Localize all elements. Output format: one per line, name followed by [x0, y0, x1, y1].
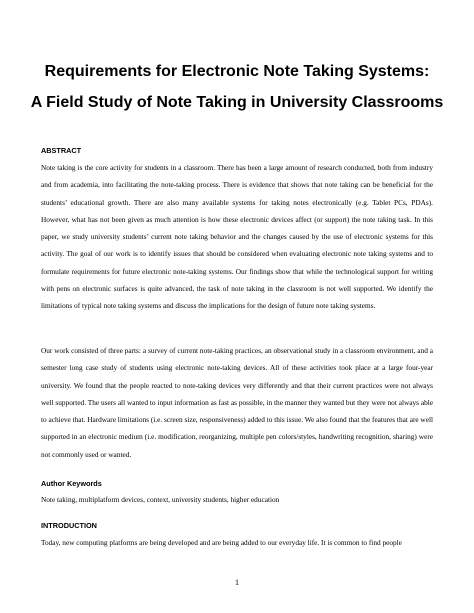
abstract-paragraph-1: Note taking is the core activity for students in a classroom. There has been a large amount of research conducted, both from industry and from academia, into facilitating the note-taking process. There is evidence that shows that note taking can be beneficial for the students’ educational growth. There are also many available systems for taking notes electronically (e.g. Tablet PCs, PDAs). However, what has not been given as much attention is how these electronic devices affect (or support) the note taking task. In this paper, we study university students’ current note taking behavior and the changes caused by the use of electronic systems for this activity. The goal of our work is to identify issues that should be considered when evaluating electronic note taking systems and to formulate requirements for future electronic note-taking systems. Our findings show that while the technological support for writing with pens on electronic surfaces is quite advanced, the task of note taking in the classroom is not well supported. We identify the limitations of typical note taking systems and discuss the implications for the design of future note taking systems. [41, 163, 433, 311]
paper-title-line-2: A Field Study of Note Taking in University Classrooms [30, 94, 444, 111]
abstract-paragraph-2: Our work consisted of three parts: a survey of current note-taking practices, an observational study in a classroom environment, and a semester long case study of students using electronic note-taking devices. All of these activities took place at a large four-year university. We found that the people reacted to note-taking devices very differently and that their current practices were not always well supported. The users all wanted to input information as fast as possible, in the manner they wanted but they were not always able to achieve that. Hardware limitations (i.e. screen size, responsiveness) added to this issue. We also found that the features that are well supported in an electronic medium (i.e. modification, reorganizing, multiple pen colors/styles, handwriting recognition, sharing) were not commonly used or wanted. [41, 346, 433, 459]
paper-title-line-1: Requirements for Electronic Note Taking Systems: [44, 63, 430, 80]
introduction-text: Today, new computing platforms are being developed and are being added to our everyday life. It is common to find people [41, 538, 402, 547]
author-keywords-heading: Author Keywords [41, 479, 102, 488]
abstract-heading: ABSTRACT [41, 146, 82, 155]
introduction-heading: INTRODUCTION [41, 521, 97, 530]
author-keywords-text: Note taking, multiplatform devices, context, university students, higher education [41, 495, 280, 504]
page-number: 1 [235, 578, 239, 587]
